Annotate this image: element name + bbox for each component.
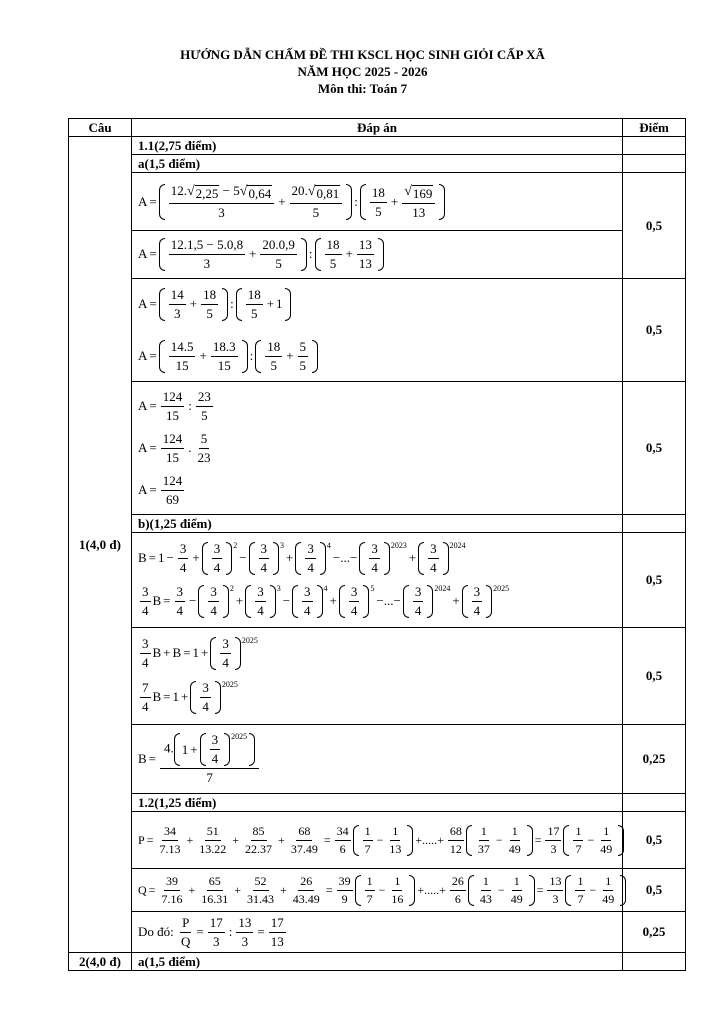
solution-a-step2: A = $\frac{14}{3}$ + $\frac{18}{5}$ : $\frac{18}{5}$ + 1 A = $\frac{14.5}{15}$ + $\frac{18.3}{15}$ : $\frac{18}{5}$ + $\frac{5}{5}$ — [132, 279, 623, 382]
solution-p: P = $\frac{34}{7.13}$ + $\frac{51}{13.22}$ + $\frac{85}{22.37}$ + $\frac{68}{37.49}$ = $\frac{34}{6}$ $\frac{1}{7}$ − $\frac{1}{13}$ +.....+ $\frac{68}{12}$ $\frac{1}{37}$ − $\frac{1}{49}$ = $\frac{17}{3}$ $\frac{1}{7}$ − $\frac{1}{49}$ — [132, 812, 623, 869]
table-row — [69, 628, 686, 725]
part-1-1-title: 1.1(2,75 điểm) — [132, 137, 623, 155]
table-row — [69, 515, 686, 533]
header-diem: Điểm — [623, 119, 686, 137]
table-row — [69, 173, 686, 279]
score: 0,5 — [623, 533, 686, 628]
part-1-1a-title: a(1,5 điểm) — [132, 155, 623, 173]
document-header — [0, 46, 725, 97]
table-row — [69, 812, 686, 869]
do-do-label: Do đó: — [138, 924, 174, 939]
subject: Môn thi: Toán 7 — [317, 81, 408, 96]
solution-a-step3: A = $\frac{124}{15}$ : $\frac{23}{5}$ A = $\frac{124}{15}$ . $\frac{5}{23}$ A = $\frac{124}{69}$ — [132, 382, 623, 515]
grading-table — [68, 118, 686, 971]
table-row — [69, 137, 686, 155]
table-row — [69, 725, 686, 794]
score: 0,5 — [623, 869, 686, 912]
school-year: NĂM HỌC 2025 - 2026 — [297, 64, 428, 79]
table-row — [69, 953, 686, 971]
question-1-label: 1(4,0 đ) — [69, 137, 132, 953]
table-row — [69, 279, 686, 382]
doc-title: HƯỚNG DẪN CHẤM ĐỀ THI KSCL HỌC SINH GIỎI CẤP XÃ — [180, 47, 545, 62]
header-dap-an: Đáp án — [132, 119, 623, 137]
table-row — [69, 912, 686, 953]
score: 0,25 — [623, 725, 686, 794]
part-1-1b-title: b)(1,25 điểm) — [132, 515, 623, 533]
question-2-label: 2(4,0 đ) — [69, 953, 132, 971]
score: 0,5 — [623, 382, 686, 515]
part-1-2-title: 1.2(1,25 điểm) — [132, 794, 623, 812]
score: 0,5 — [623, 173, 686, 279]
table-row — [69, 794, 686, 812]
table-row — [69, 869, 686, 912]
solution-b-step1: B = 1 − $\frac{3}{4}$ + $\frac{3}{4}$ 2 − $\frac{3}{4}$ 3 + $\frac{3}{4}$ 4 −...− $\frac{3}{4}$ 2023 + $\frac{3}{4}$ 2024 $\frac{3}{4}$ B = $\frac{3}{4}$ − $\frac{3}{4}$ 2 + $\frac{3}{4}$ 3 − $\frac{3}{4}$ 4 + $\frac{3}{4}$ 5 −...− $\frac{3}{4}$ 2024 + $\frac{3}{4}$ 2025 — [132, 533, 623, 628]
table-header-row — [69, 119, 686, 137]
solution-a-step1: A = 12. √ 2,25 − 5 √ 0,64 3 + 20. √ 0,81 5 : $\frac{18}{5}$ + √ 169 13 A = $\frac{12.1,5 - 5.0,8}{3}$ + $\frac{20.0,9}{5}$ : $\frac{18}{5}$ + $\frac{13}{13}$ — [132, 173, 623, 279]
solution-b-step3: B = 4. 1 + $\frac{3}{4}$ 2025 7 — [132, 725, 623, 794]
header-cau: Câu — [69, 119, 132, 137]
table-row — [69, 533, 686, 628]
score: 0,5 — [623, 812, 686, 869]
part-2a-title: a(1,5 điểm) — [132, 953, 623, 971]
table-row — [69, 155, 686, 173]
score: 0,25 — [623, 912, 686, 953]
score: 0,5 — [623, 279, 686, 382]
solution-q: Q = $\frac{39}{7.16}$ + $\frac{65}{16.31}$ + $\frac{52}{31.43}$ + $\frac{26}{43.49}$ = $\frac{39}{9}$ $\frac{1}{7}$ − $\frac{1}{16}$ +.....+ $\frac{26}{6}$ $\frac{1}{43}$ − $\frac{1}{49}$ = $\frac{13}{3}$ $\frac{1}{7}$ − $\frac{1}{49}$ — [132, 869, 623, 912]
score: 0,5 — [623, 628, 686, 725]
table-row — [69, 382, 686, 515]
solution-ratio: Do đó: $\frac{P}{Q}$ = $\frac{17}{3}$ : $\frac{13}{3}$ = $\frac{17}{13}$ — [132, 912, 623, 953]
solution-b-step2: $\frac{3}{4}$ B + B = 1 + $\frac{3}{4}$ 2025 $\frac{7}{4}$ B = 1 + $\frac{3}{4}$ 2025 — [132, 628, 623, 725]
